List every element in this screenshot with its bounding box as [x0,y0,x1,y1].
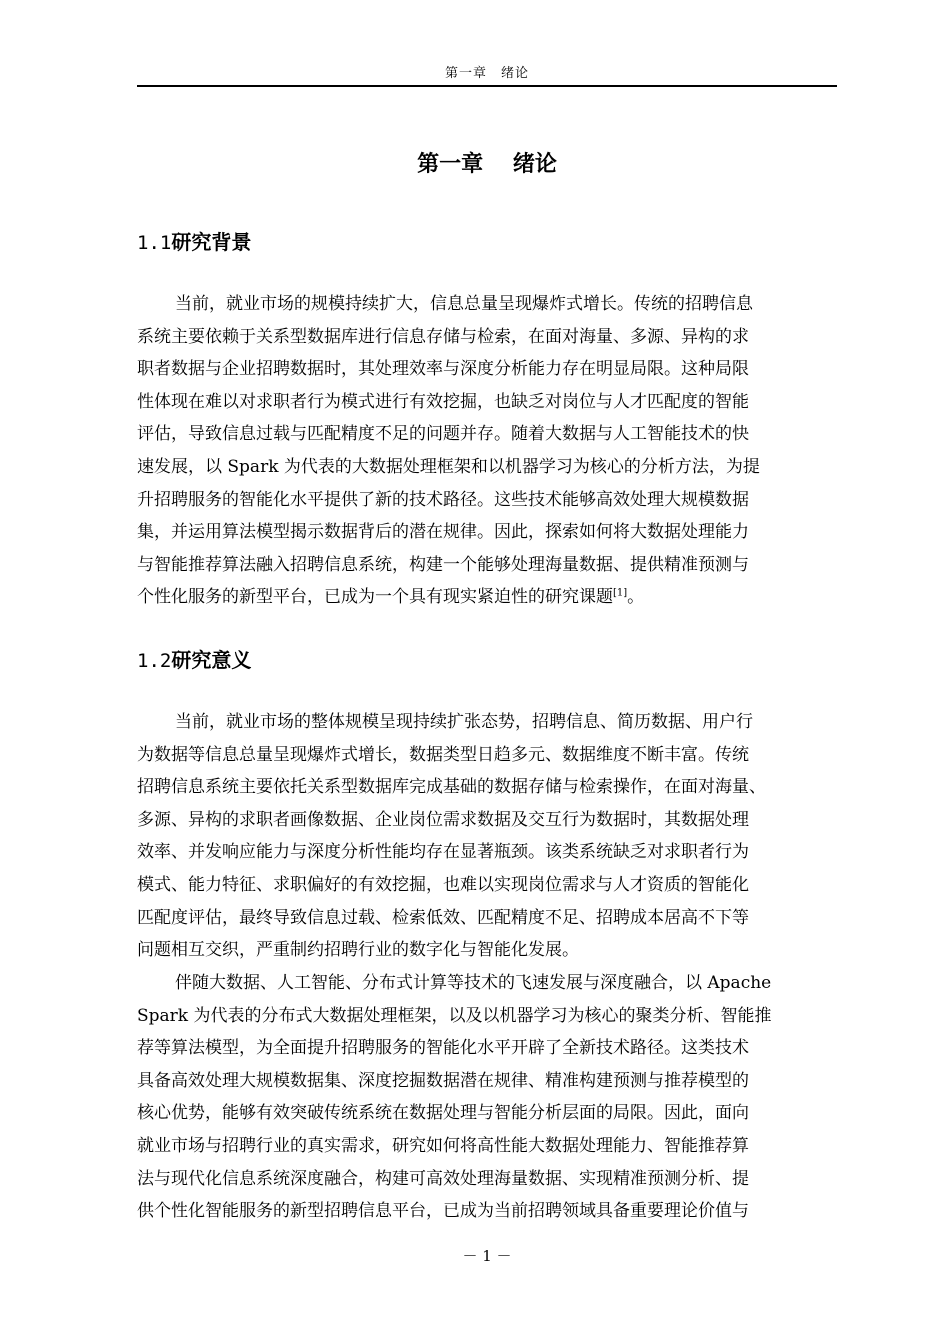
paragraph-line: 荐等算法模型，为全面提升招聘服务的智能化水平开辟了全新技术路径。这类技术 [137,1038,749,1059]
paragraph-line: 多源、异构的求职者画像数据、企业岗位需求数据及交互行为数据时，其数据处理 [137,809,749,830]
paragraph-line: 法与现代化信息系统深度融合，构建可高效处理海量数据、实现精准预测分析、提 [137,1168,749,1189]
paragraph-line: 集，并运用算法模型揭示数据背后的潜在规律。因此，探索如何将大数据处理能力 [137,522,749,543]
paragraph-line: 评估，导致信息过载与匹配精度不足的问题并存。随着大数据与人工智能技术的快 [137,424,749,445]
paragraph-line: 效率、并发响应能力与深度分析性能均存在显著瓶颈。该类系统缺乏对求职者行为 [137,842,749,863]
paragraph-line: Spark 为代表的分布式大数据处理框架，以及以机器学习为核心的聚类分析、智能推 [137,1005,772,1026]
paragraph-line: 就业市场与招聘行业的真实需求，研究如何将高性能大数据处理能力、智能推荐算 [137,1135,749,1156]
paragraph-line: 模式、能力特征、求职偏好的有效挖掘，也难以实现岗位需求与人才资质的智能化 [137,874,749,895]
paragraph-line: 性体现在难以对求职者行为模式进行有效挖掘，也缺乏对岗位与人才匹配度的智能 [137,391,749,412]
paragraph-line: 当前，就业市场的规模持续扩大，信息总量呈现爆炸式增长。传统的招聘信息 [175,294,753,314]
section-heading-1-1 [137,228,251,257]
paragraph-significance-1 [137,706,837,967]
citation-ref[interactable]: [1] [613,587,628,599]
chapter-title: 第一章 绪论 [417,151,557,177]
paragraph-line: 招聘信息系统主要依托关系型数据库完成基础的数据存储与检索操作，在面对海量、 [137,777,766,798]
section-number: 1.2 [137,650,172,672]
paragraph-background [137,288,837,614]
section-number: 1.1 [137,232,172,254]
paragraph-line: 升招聘服务的智能化水平提供了新的技术路径。这些技术能够高效处理大规模数据 [137,489,749,510]
paragraph-text: 个性化服务的新型平台，已成为一个具有现实紧迫性的研究课题 [137,587,613,608]
section-heading-1-2 [137,646,251,675]
paragraph-line: 具备高效处理大规模数据集、深度挖掘数据潜在规律、精准构建预测与推荐模型的 [137,1070,749,1091]
paragraph-line: 问题相互交织，严重制约招聘行业的数字化与智能化发展。 [137,940,579,961]
paragraph-line: 伴随大数据、人工智能、分布式计算等技术的飞速发展与深度融合，以 Apache [175,973,772,993]
section-title: 研究背景 [171,230,252,254]
paragraph-line: 职者数据与企业招聘数据时，其处理效率与深度分析能力存在明显局限。这种局限 [137,359,749,380]
page-number: － 1 － [462,1247,512,1265]
paragraph-line: 匹配度评估，最终导致信息过载、检索低效、匹配精度不足、招聘成本居高不下等 [137,907,749,928]
paragraph-line: 速发展，以 Spark 为代表的大数据处理框架和以机器学习为核心的分析方法，为提 [137,456,760,477]
paragraph-line: 为数据等信息总量呈现爆炸式增长，数据类型日趋多元、数据维度不断丰富。传统 [137,744,749,765]
paragraph-line: 供个性化智能服务的新型招聘信息平台，已成为当前招聘领域具备重要理论价值与 [137,1201,749,1222]
paragraph-line: 当前，就业市场的整体规模呈现持续扩张态势，招聘信息、简历数据、用户行 [175,712,753,732]
paragraph-line: 核心优势，能够有效突破传统系统在数据处理与智能分析层面的局限。因此，面向 [137,1103,749,1124]
paragraph-line: 与智能推荐算法融入招聘信息系统，构建一个能够处理海量数据、提供精准预测与 [137,554,749,575]
paragraph-line-last [137,581,837,614]
paragraph-tail: 。 [627,587,645,608]
paragraph-line: 系统主要依赖于关系型数据库进行信息存储与检索，在面对海量、多源、异构的求 [137,326,749,347]
section-title: 研究意义 [171,648,252,672]
header-rule [137,85,837,87]
paragraph-significance-2 [137,967,837,1228]
running-header: 第一章 绪论 [444,66,529,81]
